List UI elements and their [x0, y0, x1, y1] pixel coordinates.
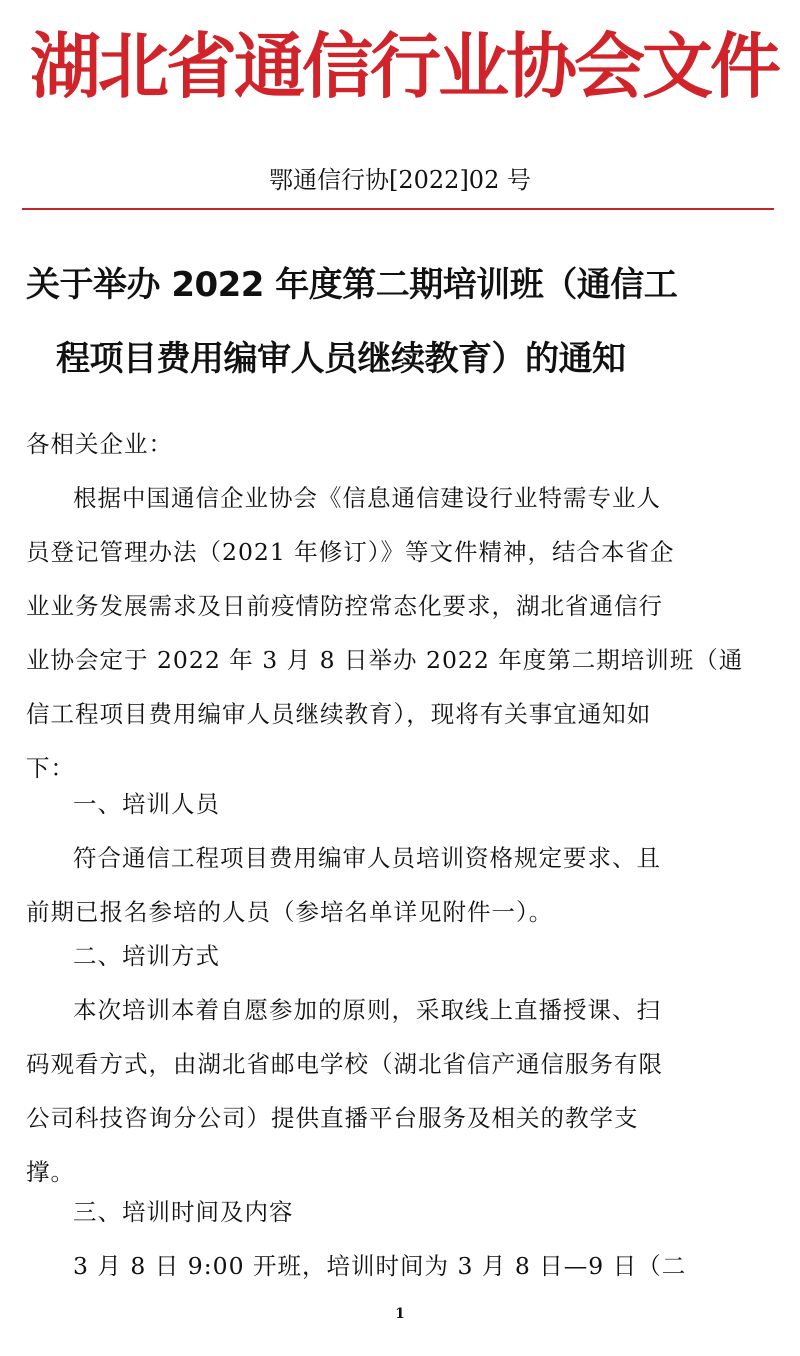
paragraph-line: 下：	[26, 754, 75, 782]
section-heading-text: 一、培训人员	[73, 790, 220, 818]
notice-title	[26, 248, 778, 396]
paragraph-line: 业业务发展需求及日前疫情防控常态化要求，湖北省通信行	[26, 592, 663, 620]
paragraph-line: 前期已报名参培的人员（参培名单详见附件一）。	[26, 898, 554, 926]
section-paragraph	[26, 983, 778, 1199]
document-number: 鄂通信行协[2022]02 号	[269, 166, 531, 194]
notice-title-line: 程项目费用编审人员继续教育）的通知	[56, 339, 626, 379]
section-heading	[26, 1185, 778, 1239]
section-heading-text: 三、培训时间及内容	[73, 1198, 294, 1226]
paragraph-line: 员登记管理办法（2021 年修订）》等文件精神，结合本省企	[26, 538, 675, 566]
issuing-authority-title: 湖北省通信行业协会文件	[30, 24, 779, 108]
notice-title-line: 关于举办 2022 年度第二期培训班（通信工	[26, 265, 678, 305]
section-paragraph	[26, 831, 778, 939]
paragraph-line: 公司科技咨询分公司）提供直播平台服务及相关的教学支	[26, 1104, 639, 1132]
page-number: 1	[395, 1306, 405, 1322]
section-heading	[26, 777, 778, 831]
salutation	[26, 417, 778, 471]
intro-paragraph	[26, 471, 778, 795]
paragraph-line: 本次培训本着自愿参加的原则，采取线上直播授课、扫	[73, 996, 661, 1024]
paragraph-line: 码观看方式，由湖北省邮电学校（湖北省信产通信服务有限	[26, 1050, 663, 1078]
section-paragraph	[26, 1239, 778, 1293]
paragraph-line: 撑。	[26, 1158, 75, 1186]
paragraph-line: 根据中国通信企业协会《信息通信建设行业特需专业人	[73, 484, 661, 512]
red-divider-rule	[22, 208, 774, 210]
salutation-text: 各相关企业：	[26, 430, 173, 458]
section-heading-text: 二、培训方式	[73, 942, 220, 970]
paragraph-line: 符合通信工程项目费用编审人员培训资格规定要求、且	[73, 844, 661, 872]
paragraph-line: 3 月 8 日 9:00 开班，培训时间为 3 月 8 日—9 日（二	[73, 1252, 687, 1280]
paragraph-line: 业协会定于 2022 年 3 月 8 日举办 2022 年度第二期培训班（通	[26, 646, 744, 674]
paragraph-line: 信工程项目费用编审人员继续教育），现将有关事宜通知如	[26, 700, 652, 728]
section-heading	[26, 929, 778, 983]
